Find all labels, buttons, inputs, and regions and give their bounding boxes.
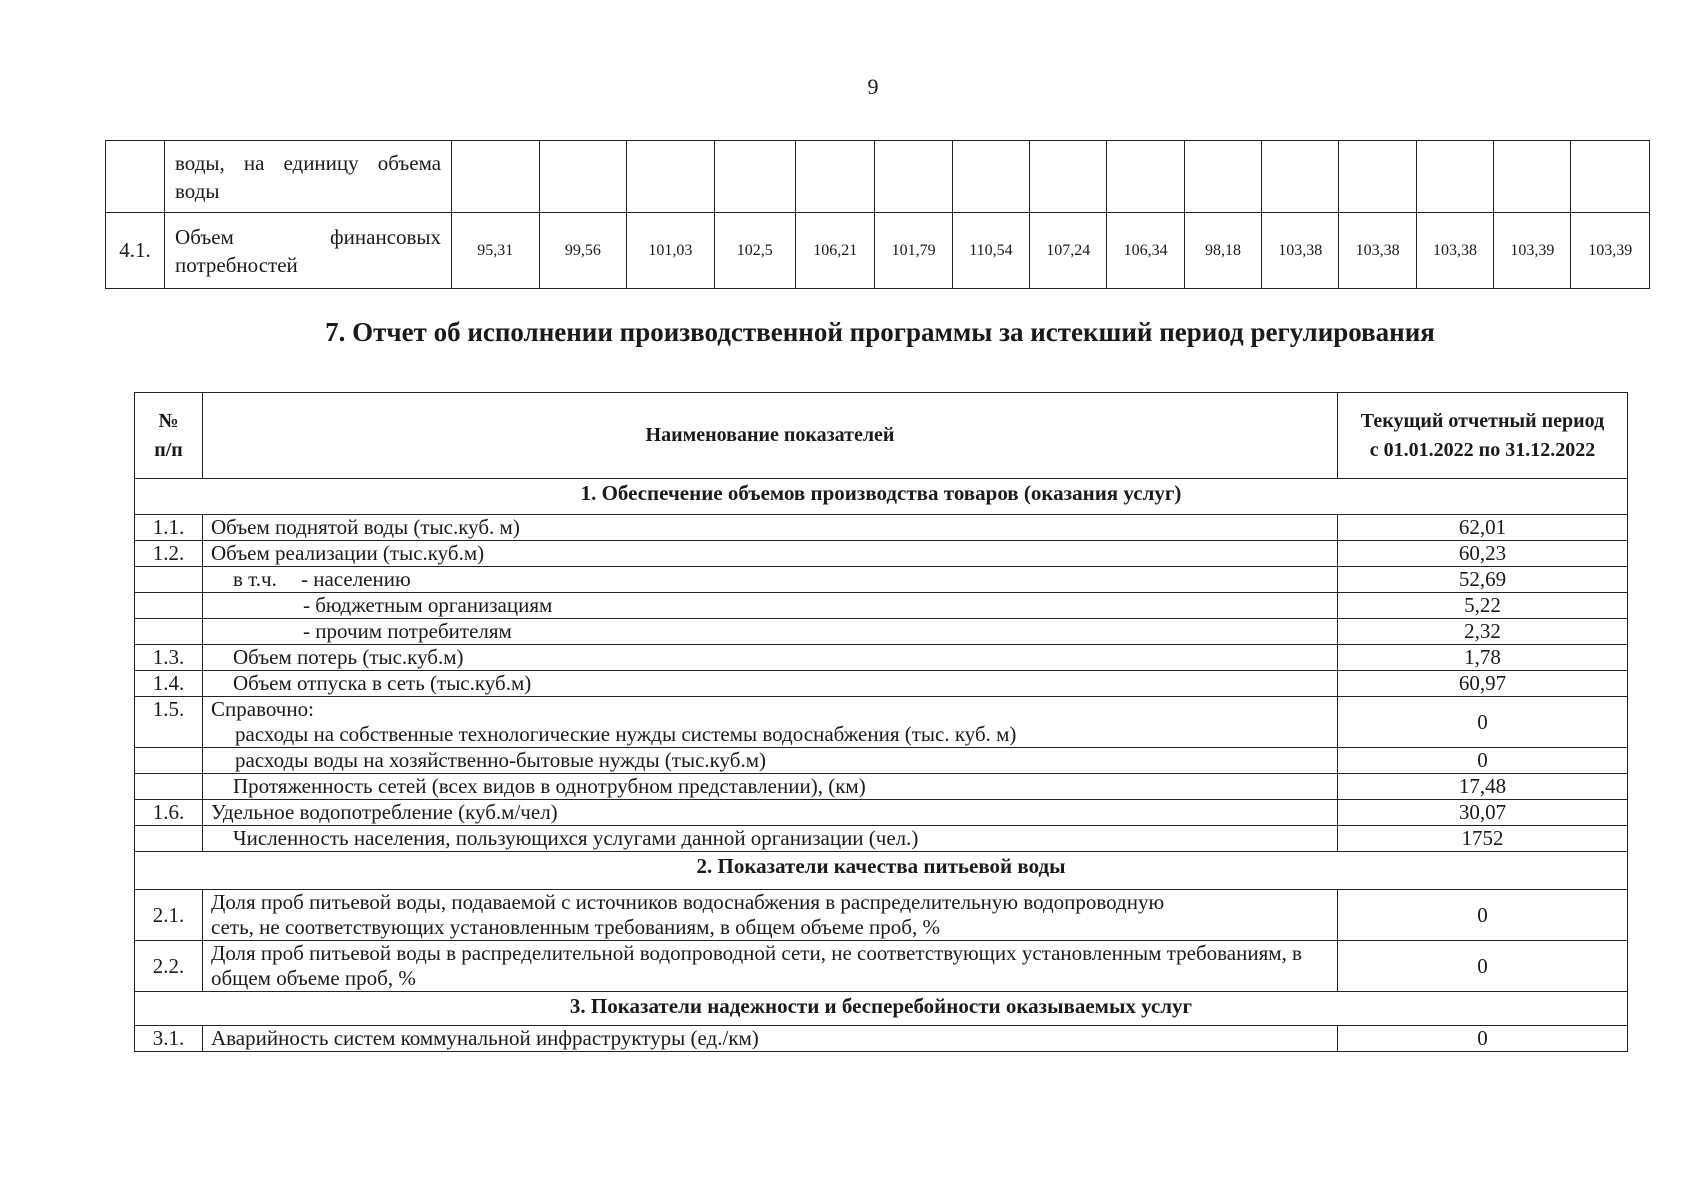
- row-index: [135, 774, 203, 800]
- row-index: [135, 826, 203, 852]
- table-cell: [952, 141, 1029, 213]
- row-index: [135, 619, 203, 645]
- row-index: 1.6.: [135, 800, 203, 826]
- section-row: [135, 852, 1628, 890]
- row-name: - населению: [301, 567, 411, 591]
- row-name: Доля проб питьевой воды в распределительной водопроводной сети, не соответствующих установленным требованиям, в общем объеме проб, %: [203, 941, 1338, 992]
- table-header-row: [135, 393, 1628, 479]
- table-cell: [1107, 141, 1184, 213]
- table-cell: [1339, 141, 1416, 213]
- table-cell: 103,38: [1416, 213, 1493, 289]
- row-index: 1.2.: [135, 541, 203, 567]
- row-value: 0: [1338, 697, 1628, 748]
- row-value: 1752: [1338, 826, 1628, 852]
- table-row: [135, 697, 1628, 748]
- section-title: 7. Отчет об исполнении производственной программы за истекший период регулирования: [325, 317, 1435, 347]
- row-value: 62,01: [1338, 515, 1628, 541]
- table-row: [135, 826, 1628, 852]
- row-name: Численность населения, пользующихся услугами данной организации (чел.): [203, 826, 1338, 852]
- row-value: 17,48: [1338, 774, 1628, 800]
- row-index: 3.1.: [135, 1026, 203, 1052]
- section-heading-3: 3. Показатели надежности и бесперебойности оказываемых услуг: [135, 992, 1628, 1026]
- row-index: 2.1.: [135, 890, 203, 941]
- table-cell: 103,39: [1494, 213, 1571, 289]
- row-index: 1.1.: [135, 515, 203, 541]
- row-name-cell: [203, 567, 1338, 593]
- row-value: 0: [1338, 748, 1628, 774]
- table-row: [135, 619, 1628, 645]
- row-name: Доля проб питьевой воды, подаваемой с источников водоснабжения в распределительную водопроводную сеть, не соответствующих установленным требованиям, в общем объеме проб, %: [203, 890, 1338, 941]
- row-value: 0: [1338, 890, 1628, 941]
- table-cell: 102,5: [714, 213, 795, 289]
- table-cell: 106,34: [1107, 213, 1184, 289]
- table-cell: 101,03: [627, 213, 715, 289]
- table-cell: [452, 141, 540, 213]
- section-row: [135, 992, 1628, 1026]
- table-row: [135, 941, 1628, 992]
- row-name: Объем отпуска в сеть (тыс.куб.м): [203, 671, 1338, 697]
- table-cell: [539, 141, 627, 213]
- row-index: 1.3.: [135, 645, 203, 671]
- table-cell: 98,18: [1184, 213, 1261, 289]
- page-number: 9: [867, 74, 879, 99]
- table-cell: [875, 141, 952, 213]
- table-cell: 110,54: [952, 213, 1029, 289]
- table-row: [135, 515, 1628, 541]
- row-value: 52,69: [1338, 567, 1628, 593]
- section-heading-2: 2. Показатели качества питьевой воды: [135, 852, 1628, 890]
- row-value: 1,78: [1338, 645, 1628, 671]
- table-cell: [796, 141, 875, 213]
- table-row: [135, 800, 1628, 826]
- row-name: Объем потерь (тыс.куб.м): [203, 645, 1338, 671]
- row-index: [135, 593, 203, 619]
- row-name: - прочим потребителям: [203, 619, 1338, 645]
- table-row: [106, 213, 1650, 289]
- table-row: [135, 890, 1628, 941]
- row-index: [106, 141, 165, 213]
- section-heading-1: 1. Обеспечение объемов производства товаров (оказания услуг): [135, 479, 1628, 515]
- row-value: 2,32: [1338, 619, 1628, 645]
- row-name: расходы воды на хозяйственно-бытовые нужды (тыс.куб.м): [203, 748, 1338, 774]
- row-value: 5,22: [1338, 593, 1628, 619]
- row-name: Протяженность сетей (всех видов в однотрубном представлении), (км): [203, 774, 1338, 800]
- row-index: 2.2.: [135, 941, 203, 992]
- row-index: 4.1.: [106, 213, 165, 289]
- table-cell: 103,38: [1339, 213, 1416, 289]
- table-cell: [1571, 141, 1650, 213]
- header-value: Текущий отчетный период с 01.01.2022 по 31.12.2022: [1338, 393, 1628, 479]
- table-row: [135, 593, 1628, 619]
- table-cell: 103,39: [1571, 213, 1650, 289]
- row-name: Объем реализации (тыс.куб.м): [203, 541, 1338, 567]
- table-cell: [627, 141, 715, 213]
- table-cell: 101,79: [875, 213, 952, 289]
- table-cell: 95,31: [452, 213, 540, 289]
- table-cell: 106,21: [796, 213, 875, 289]
- row-name: воды, на единицу объема воды: [165, 141, 452, 213]
- reference-label: Справочно:: [211, 697, 314, 721]
- including-prefix: в т.ч.: [233, 567, 277, 591]
- section-row: [135, 479, 1628, 515]
- row-value: 60,23: [1338, 541, 1628, 567]
- row-name-cell: [203, 697, 1338, 748]
- row-index: [135, 567, 203, 593]
- table-row: [135, 774, 1628, 800]
- table-cell: [1030, 141, 1107, 213]
- table-cell: [1494, 141, 1571, 213]
- table-row: [135, 541, 1628, 567]
- table-row: [106, 141, 1650, 213]
- row-index: [135, 748, 203, 774]
- row-value: 60,97: [1338, 671, 1628, 697]
- row-name: Объем финансовых потребностей: [165, 213, 452, 289]
- financial-needs-table: [105, 140, 1650, 289]
- row-name: Объем поднятой воды (тыс.куб. м): [203, 515, 1338, 541]
- table-cell: [1184, 141, 1261, 213]
- table-row: [135, 671, 1628, 697]
- row-value: 30,07: [1338, 800, 1628, 826]
- row-value: 0: [1338, 941, 1628, 992]
- row-value: 0: [1338, 1026, 1628, 1052]
- table-cell: 107,24: [1030, 213, 1107, 289]
- production-program-table: [134, 392, 1628, 1052]
- table-row: [135, 1026, 1628, 1052]
- table-cell: 99,56: [539, 213, 627, 289]
- table-cell: [1416, 141, 1493, 213]
- row-name: расходы на собственные технологические нужды системы водоснабжения (тыс. куб. м): [235, 722, 1017, 746]
- row-name: - бюджетным организациям: [203, 593, 1338, 619]
- table-cell: [1262, 141, 1339, 213]
- table-row: [135, 645, 1628, 671]
- header-index: № п/п: [135, 393, 203, 479]
- row-name: Удельное водопотребление (куб.м/чел): [203, 800, 1338, 826]
- row-index: 1.4.: [135, 671, 203, 697]
- row-index: 1.5.: [135, 697, 203, 748]
- table-cell: 103,38: [1262, 213, 1339, 289]
- table-row: [135, 567, 1628, 593]
- table-cell: [714, 141, 795, 213]
- row-name: Аварийность систем коммунальной инфраструктуры (ед./км): [203, 1026, 1338, 1052]
- table-row: [135, 748, 1628, 774]
- header-name: Наименование показателей: [203, 393, 1338, 479]
